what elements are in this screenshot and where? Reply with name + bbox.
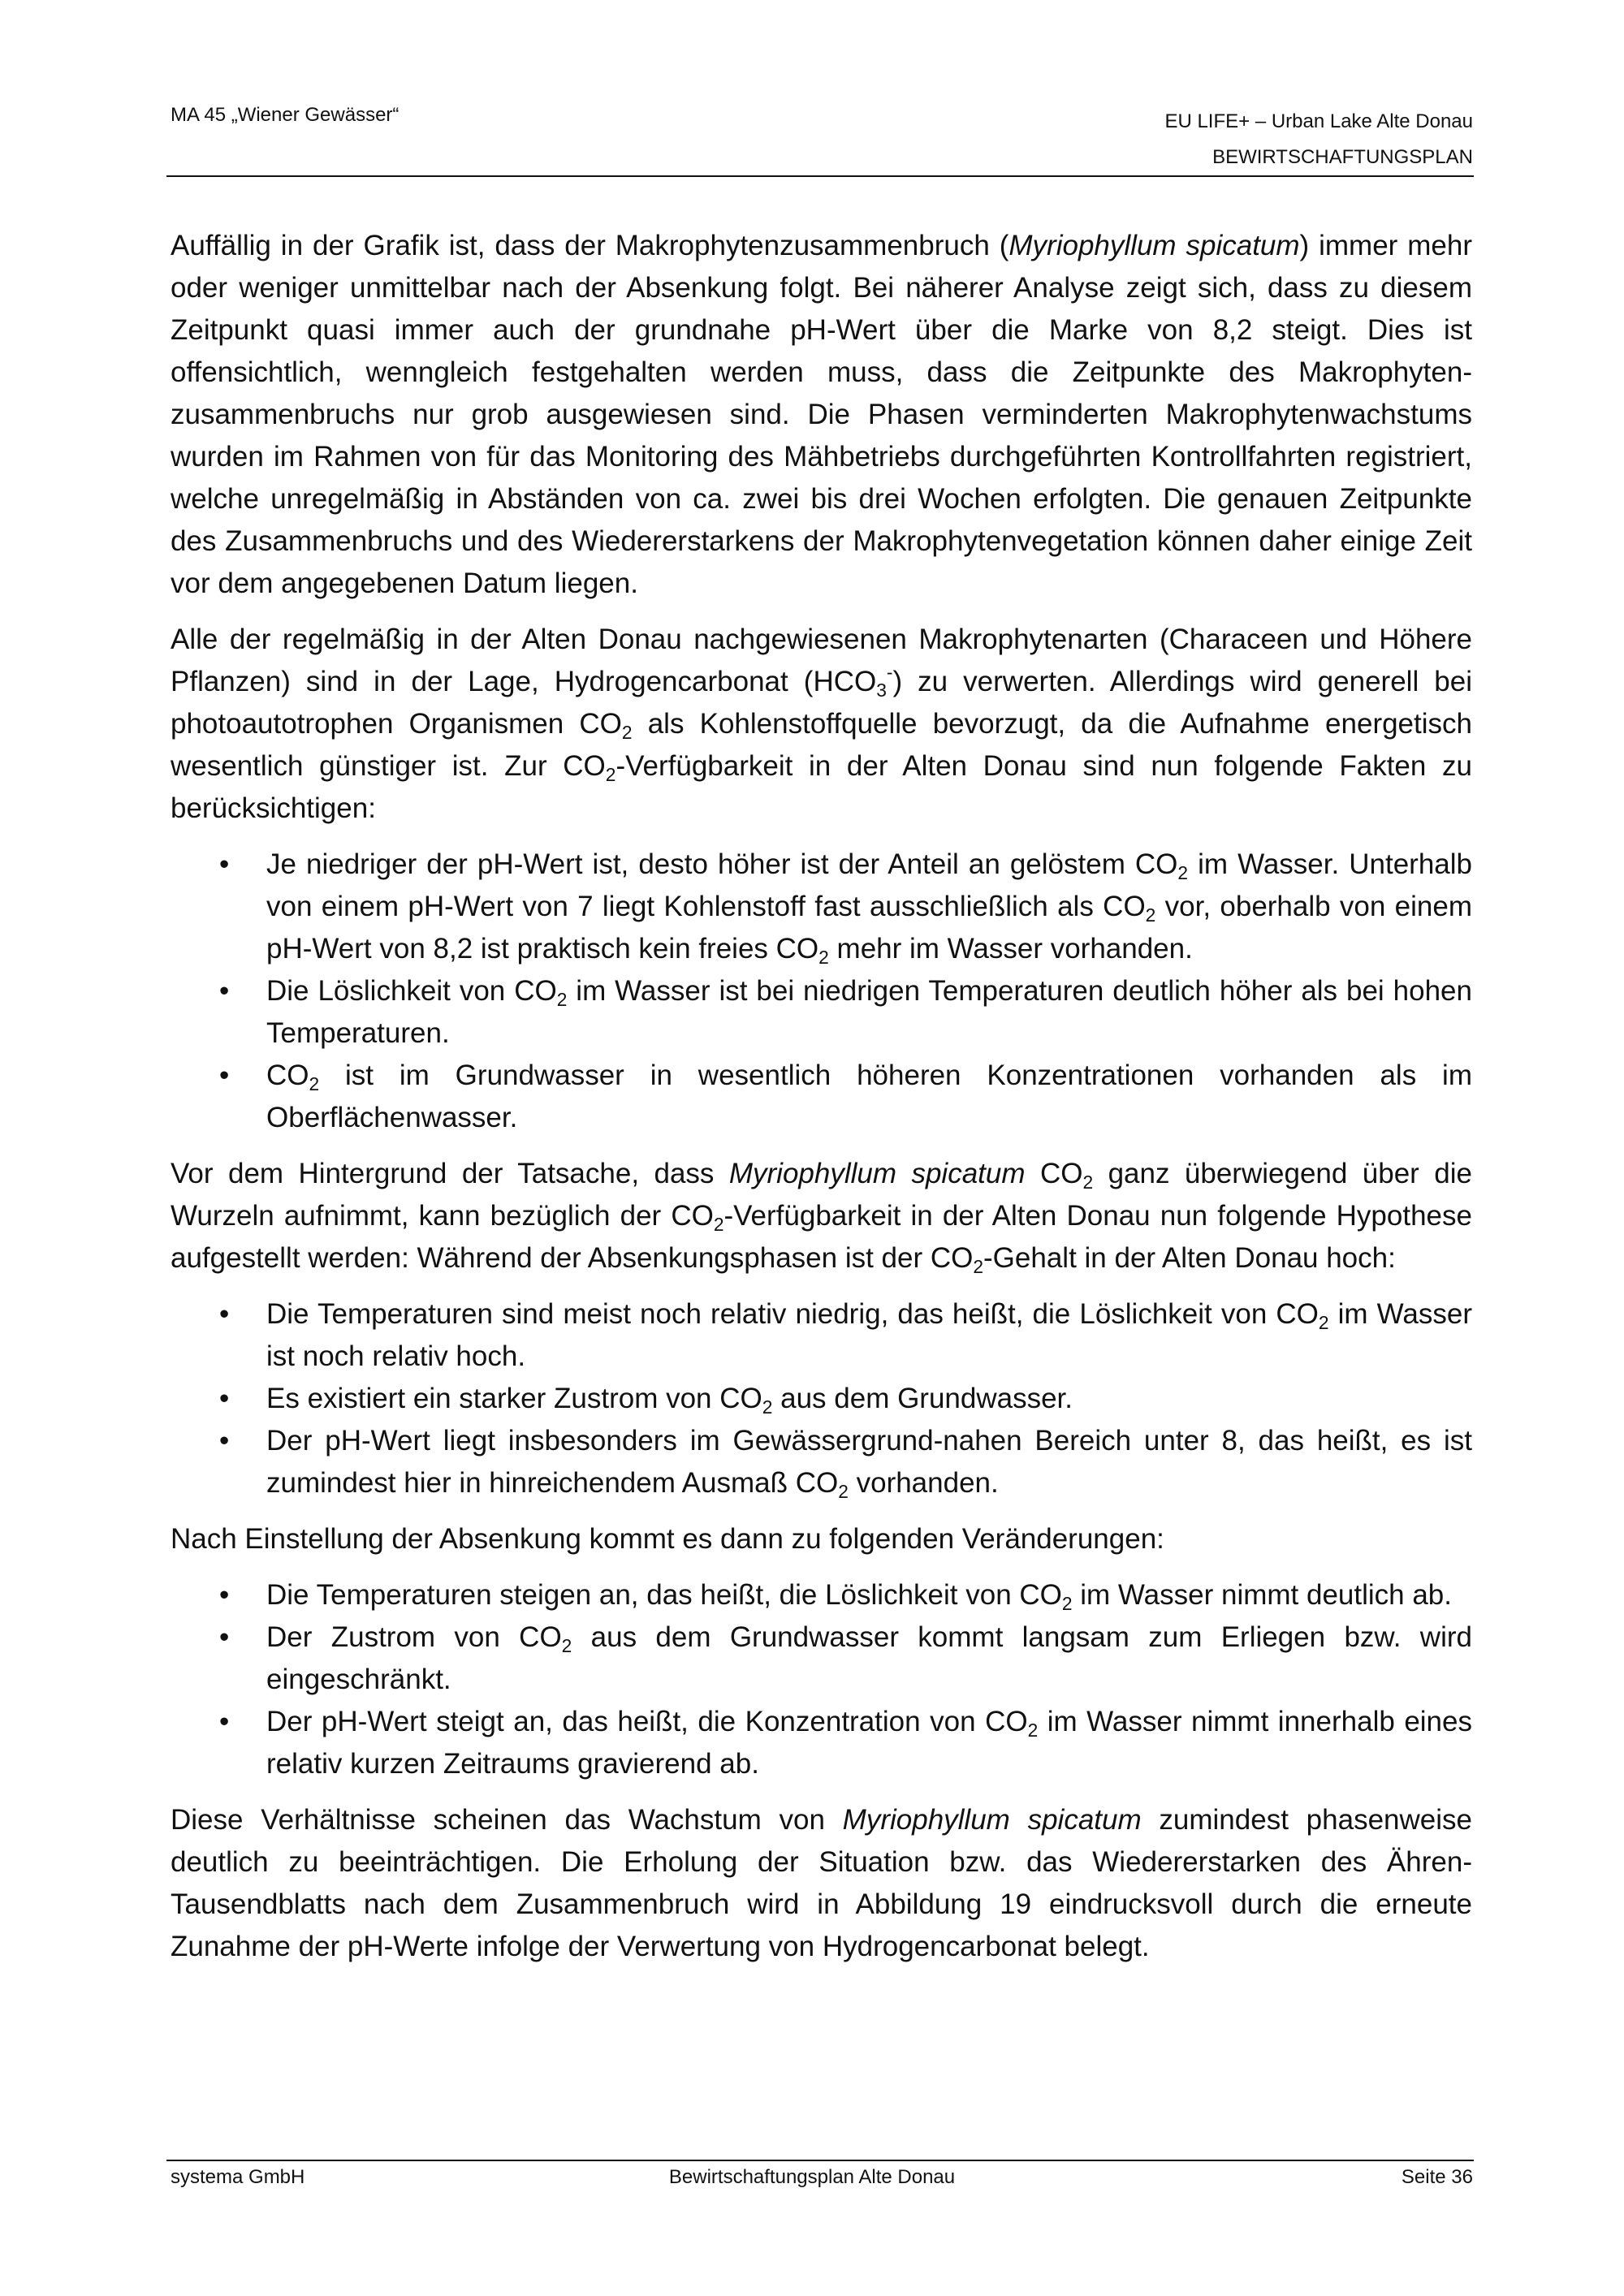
co2-formula xyxy=(795,1467,849,1502)
text: ) immer mehr oder weniger unmittelbar nach der Absenkung folgt. Bei näherer Analyse zeigt sich, dass zu diesem Zeitpunkt quasi immer auch der grundnahe pH-Wert über die Marke von 8,2 steigt. Dies ist offensichtlich, wenngleich festgehalten werden muss, dass die Zeitpunkte des Makrophyten-zusammenbruchs nur grob ausgewiesen sind. Die Phasen verminderten Makrophytenwachstums wurden im Rahmen von für das Monitoring des Mähbetriebs durchgeführten Kontrollfahrten registriert, welche unregelmäßig in Abständen von ca. zwei bis drei Wochen erfolgten. Die genauen Zeitpunkte des Zusammenbruchs und des Wiedererstarkens der Makrophytenvegetation können daher einige Zeit vor dem angegebenen Datum liegen. xyxy=(171,230,1472,599)
text: im Wasser. Unterhalb von einem pH-Wert von 7 liegt Kohlenstoff fast ausschließlich als xyxy=(266,848,1472,922)
list-item xyxy=(171,1701,1472,1785)
formula-base: CO xyxy=(579,708,622,740)
co2-formula xyxy=(1019,1579,1073,1614)
paragraph-2 xyxy=(171,619,1472,830)
text: Diese Verhältnisse scheinen das Wachstum von xyxy=(171,1804,843,1836)
co2-formula xyxy=(519,1621,572,1656)
list-item xyxy=(171,970,1472,1055)
formula-sub: 2 xyxy=(762,1396,773,1418)
bullet-icon: • xyxy=(219,1621,230,1653)
formula-base: CO xyxy=(563,750,606,782)
text: Der Zustrom von xyxy=(266,1621,520,1653)
co2-formula xyxy=(579,708,633,743)
formula-sub: 2 xyxy=(713,1213,724,1235)
formula-base: CO xyxy=(1276,1298,1319,1330)
text: im Wasser ist noch relativ hoch. xyxy=(266,1298,1472,1372)
list-co2-facts xyxy=(171,844,1472,1139)
formula-sub: 2 xyxy=(1177,861,1189,883)
formula-sub: 2 xyxy=(556,988,568,1010)
bullet-icon: • xyxy=(219,975,230,1007)
paragraph-5 xyxy=(171,1799,1472,1968)
footer-company: systema GmbH xyxy=(171,2166,305,2188)
header-doc-type: BEWIRTSCHAFTUNGSPLAN xyxy=(1212,146,1473,168)
text: -Gehalt in der Alten Donau hoch: xyxy=(983,1242,1396,1274)
formula-sub: 2 xyxy=(605,763,616,785)
text: Der pH-Wert liegt insbesonders im Gewässergrund-nahen Bereich unter 8, das heißt, es ist zumindest hier in hinreichendem Ausmaß xyxy=(266,1425,1472,1499)
co2-formula xyxy=(719,1383,773,1418)
list-item xyxy=(171,1574,1472,1616)
formula-base: CO xyxy=(671,1200,714,1232)
text: vorhanden. xyxy=(848,1467,999,1499)
formula-base: CO xyxy=(519,1621,562,1653)
header-project: EU LIFE+ – Urban Lake Alte Donau xyxy=(1164,110,1473,132)
text: ganz überwiegend über die Wurzeln aufnimmt, kann bezüglich der xyxy=(171,1158,1472,1232)
hco3-formula xyxy=(813,662,893,701)
species-name: Myriophyllum spicatum xyxy=(1009,230,1300,261)
formula-sub: 2 xyxy=(818,946,829,968)
formula-sub: 2 xyxy=(1061,1592,1073,1614)
bullet-icon: • xyxy=(219,1425,230,1457)
list-item xyxy=(171,1293,1472,1378)
text: im Wasser ist bei niedrigen Temperaturen deutlich höher als bei hohen Temperaturen. xyxy=(266,975,1472,1049)
text: aus dem Grundwasser. xyxy=(772,1383,1073,1414)
text: -Verfügbarkeit in der Alten Donau sind nun folgende Fakten zu berücksichtigen: xyxy=(171,750,1472,824)
paragraph-1 xyxy=(171,225,1472,605)
formula-base: CO xyxy=(775,933,819,965)
formula-sup: - xyxy=(886,662,893,684)
formula-base: CO xyxy=(1134,848,1178,880)
text: Auffällig in der Grafik ist, dass der Makrophytenzusammenbruch ( xyxy=(171,230,1009,261)
text: Je niedriger der pH-Wert ist, desto höher ist der Anteil an gelöstem xyxy=(266,848,1135,880)
species-name: Myriophyllum spicatum xyxy=(728,1158,1026,1189)
text: ist im Grundwasser in wesentlich höheren Konzentrationen vorhanden als im Oberflächenwasser. xyxy=(266,1060,1472,1133)
list-item xyxy=(171,1378,1472,1420)
co2-formula xyxy=(1276,1298,1329,1333)
text: vor, oberhalb von einem pH-Wert von 8,2 ist praktisch kein freies xyxy=(266,891,1473,965)
species-name: Myriophyllum spicatum xyxy=(842,1804,1142,1836)
bullet-icon: • xyxy=(219,1060,230,1091)
formula-sub: 3 xyxy=(876,679,887,701)
text: Die Temperaturen sind meist noch relativ niedrig, das heißt, die Löslichkeit von xyxy=(266,1298,1276,1330)
list-hypothesis xyxy=(171,1293,1472,1504)
co2-formula xyxy=(985,1706,1039,1741)
formula-base: CO xyxy=(1103,891,1146,922)
bullet-icon: • xyxy=(219,848,230,880)
formula-base: CO xyxy=(266,1060,309,1091)
text: Die Temperaturen steigen an, das heißt, die Löslichkeit von xyxy=(266,1579,1020,1611)
list-item xyxy=(171,844,1472,970)
co2-formula xyxy=(1103,891,1156,926)
paragraph-3 xyxy=(171,1153,1472,1280)
text: im Wasser nimmt deutlich ab. xyxy=(1072,1579,1452,1611)
list-item xyxy=(171,1616,1472,1701)
formula-sub: 2 xyxy=(1318,1311,1329,1333)
text: als Kohlenstoffquelle bevorzugt, da die Aufnahme energetisch wesentlich günstiger ist. Zur xyxy=(171,708,1472,782)
co2-formula xyxy=(514,975,568,1010)
co2-formula xyxy=(1039,1158,1094,1193)
formula-base: CO xyxy=(1019,1579,1062,1611)
text: Der pH-Wert steigt an, das heißt, die Konzentration von xyxy=(266,1706,986,1737)
formula-sub: 2 xyxy=(973,1255,984,1277)
footer-page-number: Seite 36 xyxy=(1401,2166,1473,2188)
list-item xyxy=(171,1055,1472,1139)
bullet-icon: • xyxy=(219,1298,230,1330)
text: zumindest phasenweise deutlich zu beeinträchtigen. Die Erholung der Situation bzw. das Wiedererstarken des Ähren-Tausendblatts nach dem Zusammenbruch wird in Abbildung 19 eindrucksvoll durch die erneute Zunahme der pH-Werte infolge der Verwertung von Hydrogencarbonat belegt. xyxy=(171,1804,1472,1962)
header-left: MA 45 „Wiener Gewässer“ xyxy=(171,104,400,126)
formula-base: CO xyxy=(719,1383,762,1414)
list-changes xyxy=(171,1574,1472,1785)
bullet-icon: • xyxy=(219,1383,230,1414)
text: Vor dem Hintergrund der Tatsache, dass xyxy=(171,1158,729,1189)
text: Die Löslichkeit von xyxy=(266,975,515,1007)
formula-sub: 2 xyxy=(838,1480,849,1502)
formula-sub: 2 xyxy=(621,721,633,743)
bullet-icon: • xyxy=(219,1706,230,1737)
formula-base: CO xyxy=(795,1467,839,1499)
text: im Wasser nimmt innerhalb eines relativ kurzen Zeitraums gravierend ab. xyxy=(266,1706,1472,1780)
header-rule xyxy=(166,175,1474,177)
header-right xyxy=(1164,104,1473,175)
formula-base: CO xyxy=(1039,1158,1083,1189)
formula-sub: 2 xyxy=(1082,1171,1094,1193)
formula-base: HCO xyxy=(813,666,877,697)
text: Es existiert ein starker Zustrom von xyxy=(266,1383,720,1414)
formula-base: CO xyxy=(514,975,557,1007)
formula-sub: 2 xyxy=(561,1634,572,1656)
footer-document-title: Bewirtschaftungsplan Alte Donau xyxy=(668,2166,956,2188)
bullet-icon: • xyxy=(219,1579,230,1611)
footer-rule xyxy=(166,2160,1474,2161)
co2-formula xyxy=(930,1242,984,1277)
paragraph-4: Nach Einstellung der Absenkung kommt es dann zu folgenden Veränderungen: xyxy=(171,1523,1164,1555)
co2-formula xyxy=(775,933,829,968)
co2-formula xyxy=(1134,848,1189,883)
formula-base: CO xyxy=(930,1242,974,1274)
formula-sub: 2 xyxy=(1145,904,1156,926)
co2-formula xyxy=(266,1060,320,1094)
list-item xyxy=(171,1420,1472,1504)
body-text xyxy=(171,225,1472,1982)
co2-formula xyxy=(671,1200,724,1235)
formula-sub: 2 xyxy=(309,1072,320,1094)
text: mehr im Wasser vorhanden. xyxy=(828,933,1193,965)
text: aus dem Grundwasser kommt langsam zum Erliegen bzw. wird eingeschränkt. xyxy=(266,1621,1472,1695)
text: ) zu verwerten. Allerdings wird generell bei photoautotrophen Organismen xyxy=(171,666,1472,740)
text: Alle der regelmäßig in der Alten Donau nachgewiesenen Makrophytenarten (Characeen und Höhere Pflanzen) sind in der Lage, Hydrogencarbonat ( xyxy=(171,624,1472,697)
formula-sub: 2 xyxy=(1027,1719,1039,1741)
text: -Verfügbarkeit in der Alten Donau nun folgende Hypothese aufgestellt werden: Während der Absenkungsphasen ist der xyxy=(171,1200,1472,1274)
co2-formula xyxy=(563,750,616,785)
formula-base: CO xyxy=(985,1706,1028,1737)
